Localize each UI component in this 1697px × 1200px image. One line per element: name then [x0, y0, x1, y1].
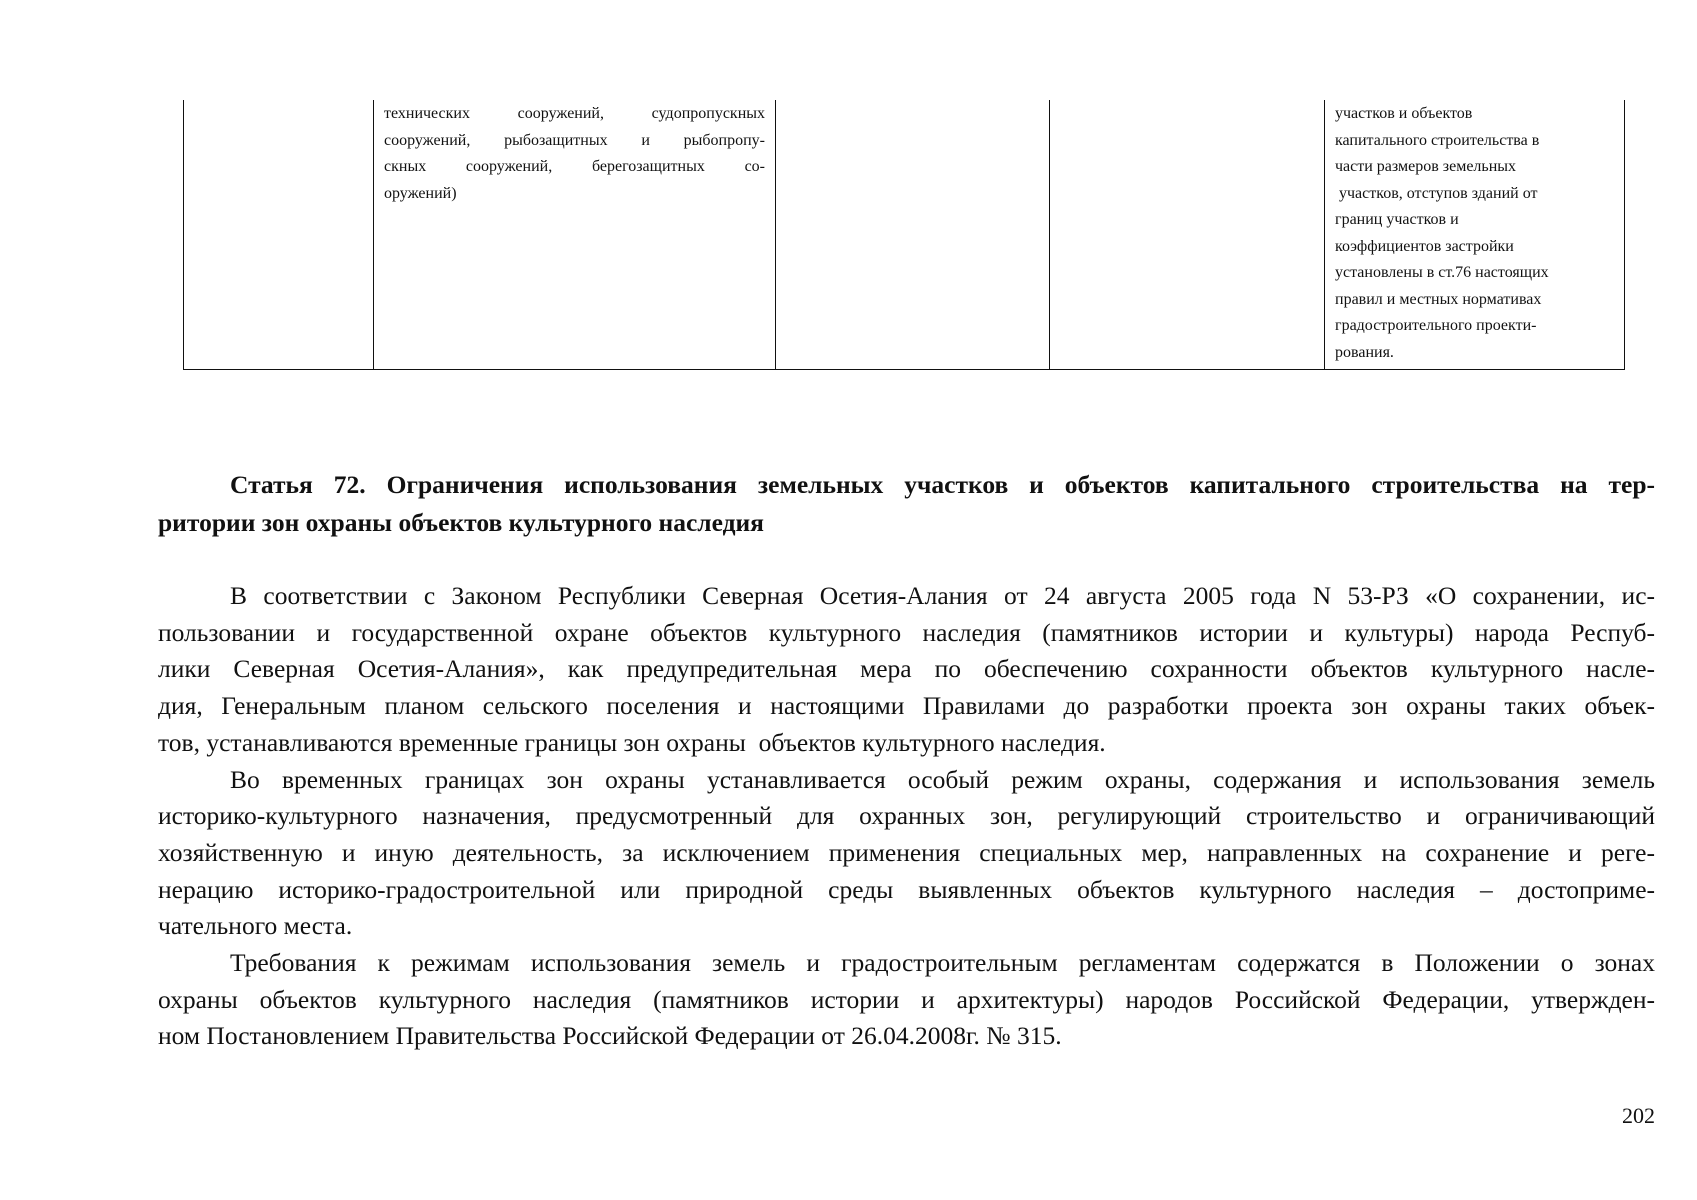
article-body — [158, 578, 1655, 1055]
paragraph-line: дия, Генеральным планом сельского поселения и настоящими Правилами до разработки проекта зон охраны таких объек- — [158, 691, 1655, 721]
cell-text-line: капитального строительства в — [1335, 131, 1540, 149]
cell-text-line: границ участков и — [1335, 211, 1459, 228]
cell-text-line: скных сооружений, берегозащитных со- — [384, 158, 765, 175]
table-cell-1 — [184, 100, 374, 370]
table-cell-4 — [1050, 100, 1325, 370]
page-number: 202 — [1622, 1103, 1655, 1128]
cell-text-line: рования. — [1335, 343, 1394, 361]
paragraph-line: Во временных границах зон охраны устанавливается особый режим охраны, содержания и использования земель — [230, 764, 1655, 794]
cell-text-line: установлены в ст.76 настоящих — [1335, 264, 1549, 281]
paragraph-line: хозяйственную и иную деятельность, за исключением применения специальных мер, направленных на сохранение и реге- — [158, 837, 1655, 867]
table-row — [184, 100, 1625, 370]
paragraph-1 — [158, 578, 1655, 762]
table-cell-5 — [1325, 100, 1625, 370]
article-title — [158, 466, 1655, 542]
cell-text-line: оружений) — [384, 184, 457, 202]
paragraph-line: пользовании и государственной охране объектов культурного наследия (памятников истории и культуры) народа Респуб- — [158, 617, 1655, 647]
paragraph-3 — [158, 945, 1655, 1055]
paragraph-2 — [158, 762, 1655, 946]
paragraph-line: лики Северная Осетия-Алания», как предупредительная мера по обеспечению сохранности объектов культурного насле- — [158, 654, 1655, 684]
table-cell-3 — [776, 100, 1050, 370]
cell-text-line: части размеров земельных — [1335, 158, 1517, 175]
table-cell-2 — [374, 100, 776, 370]
paragraph-line: В соответствии с Законом Республики Северная Осетия-Алания от 24 августа 2005 года N 53-РЗ «О сохранении, ис- — [230, 581, 1655, 610]
cell-text-line: участков, отступов зданий от — [1335, 184, 1538, 202]
paragraph-line: нерацию историко-градостроительной или природной среды выявленных объектов культурного наследия – достоприме- — [158, 874, 1655, 904]
cell-text-line: градостроительного проекти- — [1335, 317, 1537, 334]
paragraph-line: историко-культурного назначения, предусмотренный для охранных зон, регулирующий строительство и ограничивающий — [158, 801, 1655, 831]
paragraph-line: охраны объектов культурного наследия (памятников истории и архитектуры) народов Российской Федерации, утвержден- — [158, 984, 1655, 1014]
cell-text-line: правил и местных нормативах — [1335, 290, 1542, 308]
cell-text-line: участков и объектов — [1335, 105, 1473, 122]
article-title-line: ритории зон охраны объектов культурного наследия — [158, 508, 764, 537]
paragraph-line: Требования к режимам использования земель и градостроительным регламентам содержатся в Положении о зонах — [230, 948, 1655, 978]
paragraph-line: ном Постановлением Правительства Российской Федерации от 26.04.2008г. № 315. — [158, 1021, 1062, 1051]
cell-text-line: технических сооружений, судопропускных — [384, 105, 765, 122]
paragraph-line: тов, устанавливаются временные границы зон охраны объектов культурного наследия. — [158, 727, 1106, 757]
continuation-table — [183, 100, 1625, 370]
cell-text-line: коэффициентов застройки — [1335, 237, 1514, 255]
article-title-line: Статья 72. Ограничения использования земельных участков и объектов капитального строительства на тер- — [230, 470, 1655, 499]
cell-text-line: сооружений, рыбозащитных и рыбопропу- — [384, 131, 765, 149]
paragraph-line: чательного места. — [158, 911, 353, 941]
